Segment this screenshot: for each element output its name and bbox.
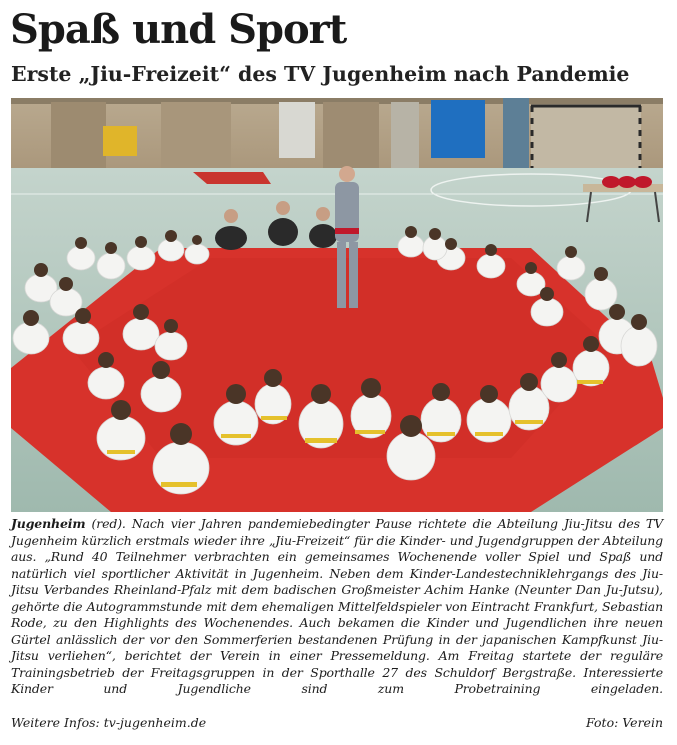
article-closing: Weitere Infos: tv-jugenheim.de bbox=[11, 715, 207, 730]
article-footer bbox=[11, 714, 663, 732]
headline: Spaß und Sport bbox=[10, 6, 347, 53]
photo-credit: Foto: Verein bbox=[586, 715, 663, 730]
article-body bbox=[11, 516, 663, 698]
article-body-text: (red). Nach vier Jahren pandemiebedingter Pause richtete die Abteilung Jiu-Jitsu des TV Jugenheim kürzlich erstmals wieder ihre „Jiu-Freizeit“ für die Kinder- und Jugendgruppen der Abteilung aus. „Rund 40 Teilnehmer verbrachten ein gemeinsames Wochenende voller Spiel und Spaß und natürlich viel sportlicher Aktivität in Jugenheim. Neben dem Kinder-Landestechniklehrgangs des Jiu-Jitsu Verbandes Rheinland-Pfalz mit dem badischen Großmeister Achim Hanke (Neunter Dan Ju-Jutsu), gehörte die Autogrammstunde mit dem ehemaligen Mittelfeldspieler von Eintracht Frankfurt, Sebastian Rode, zu den Highlights des Wochenendes. Auch bekamen die Kinder und Jugendlichen ihre neuen Gürtel anlässlich der vor den Sommerferien bestandenen Prüfung in der japanischen Kampfkunst Jiu-Jitsu verliehen“, berichtet der Verein in einer Pressemeldung. Am Freitag startete der reguläre Trainingsbetrieb der Freitagsgruppen in der Sporthalle 27 des Schuldorf Bergstraße. Interessierte Kinder und Jugendliche sind zum Probetraining eingeladen. bbox=[11, 516, 663, 696]
article-photo bbox=[11, 98, 663, 512]
photo-illustration bbox=[11, 98, 663, 512]
dateline: Jugenheim bbox=[11, 516, 86, 531]
subheadline: Erste „Jiu-Freizeit“ des TV Jugenheim nach Pandemie bbox=[11, 62, 630, 86]
